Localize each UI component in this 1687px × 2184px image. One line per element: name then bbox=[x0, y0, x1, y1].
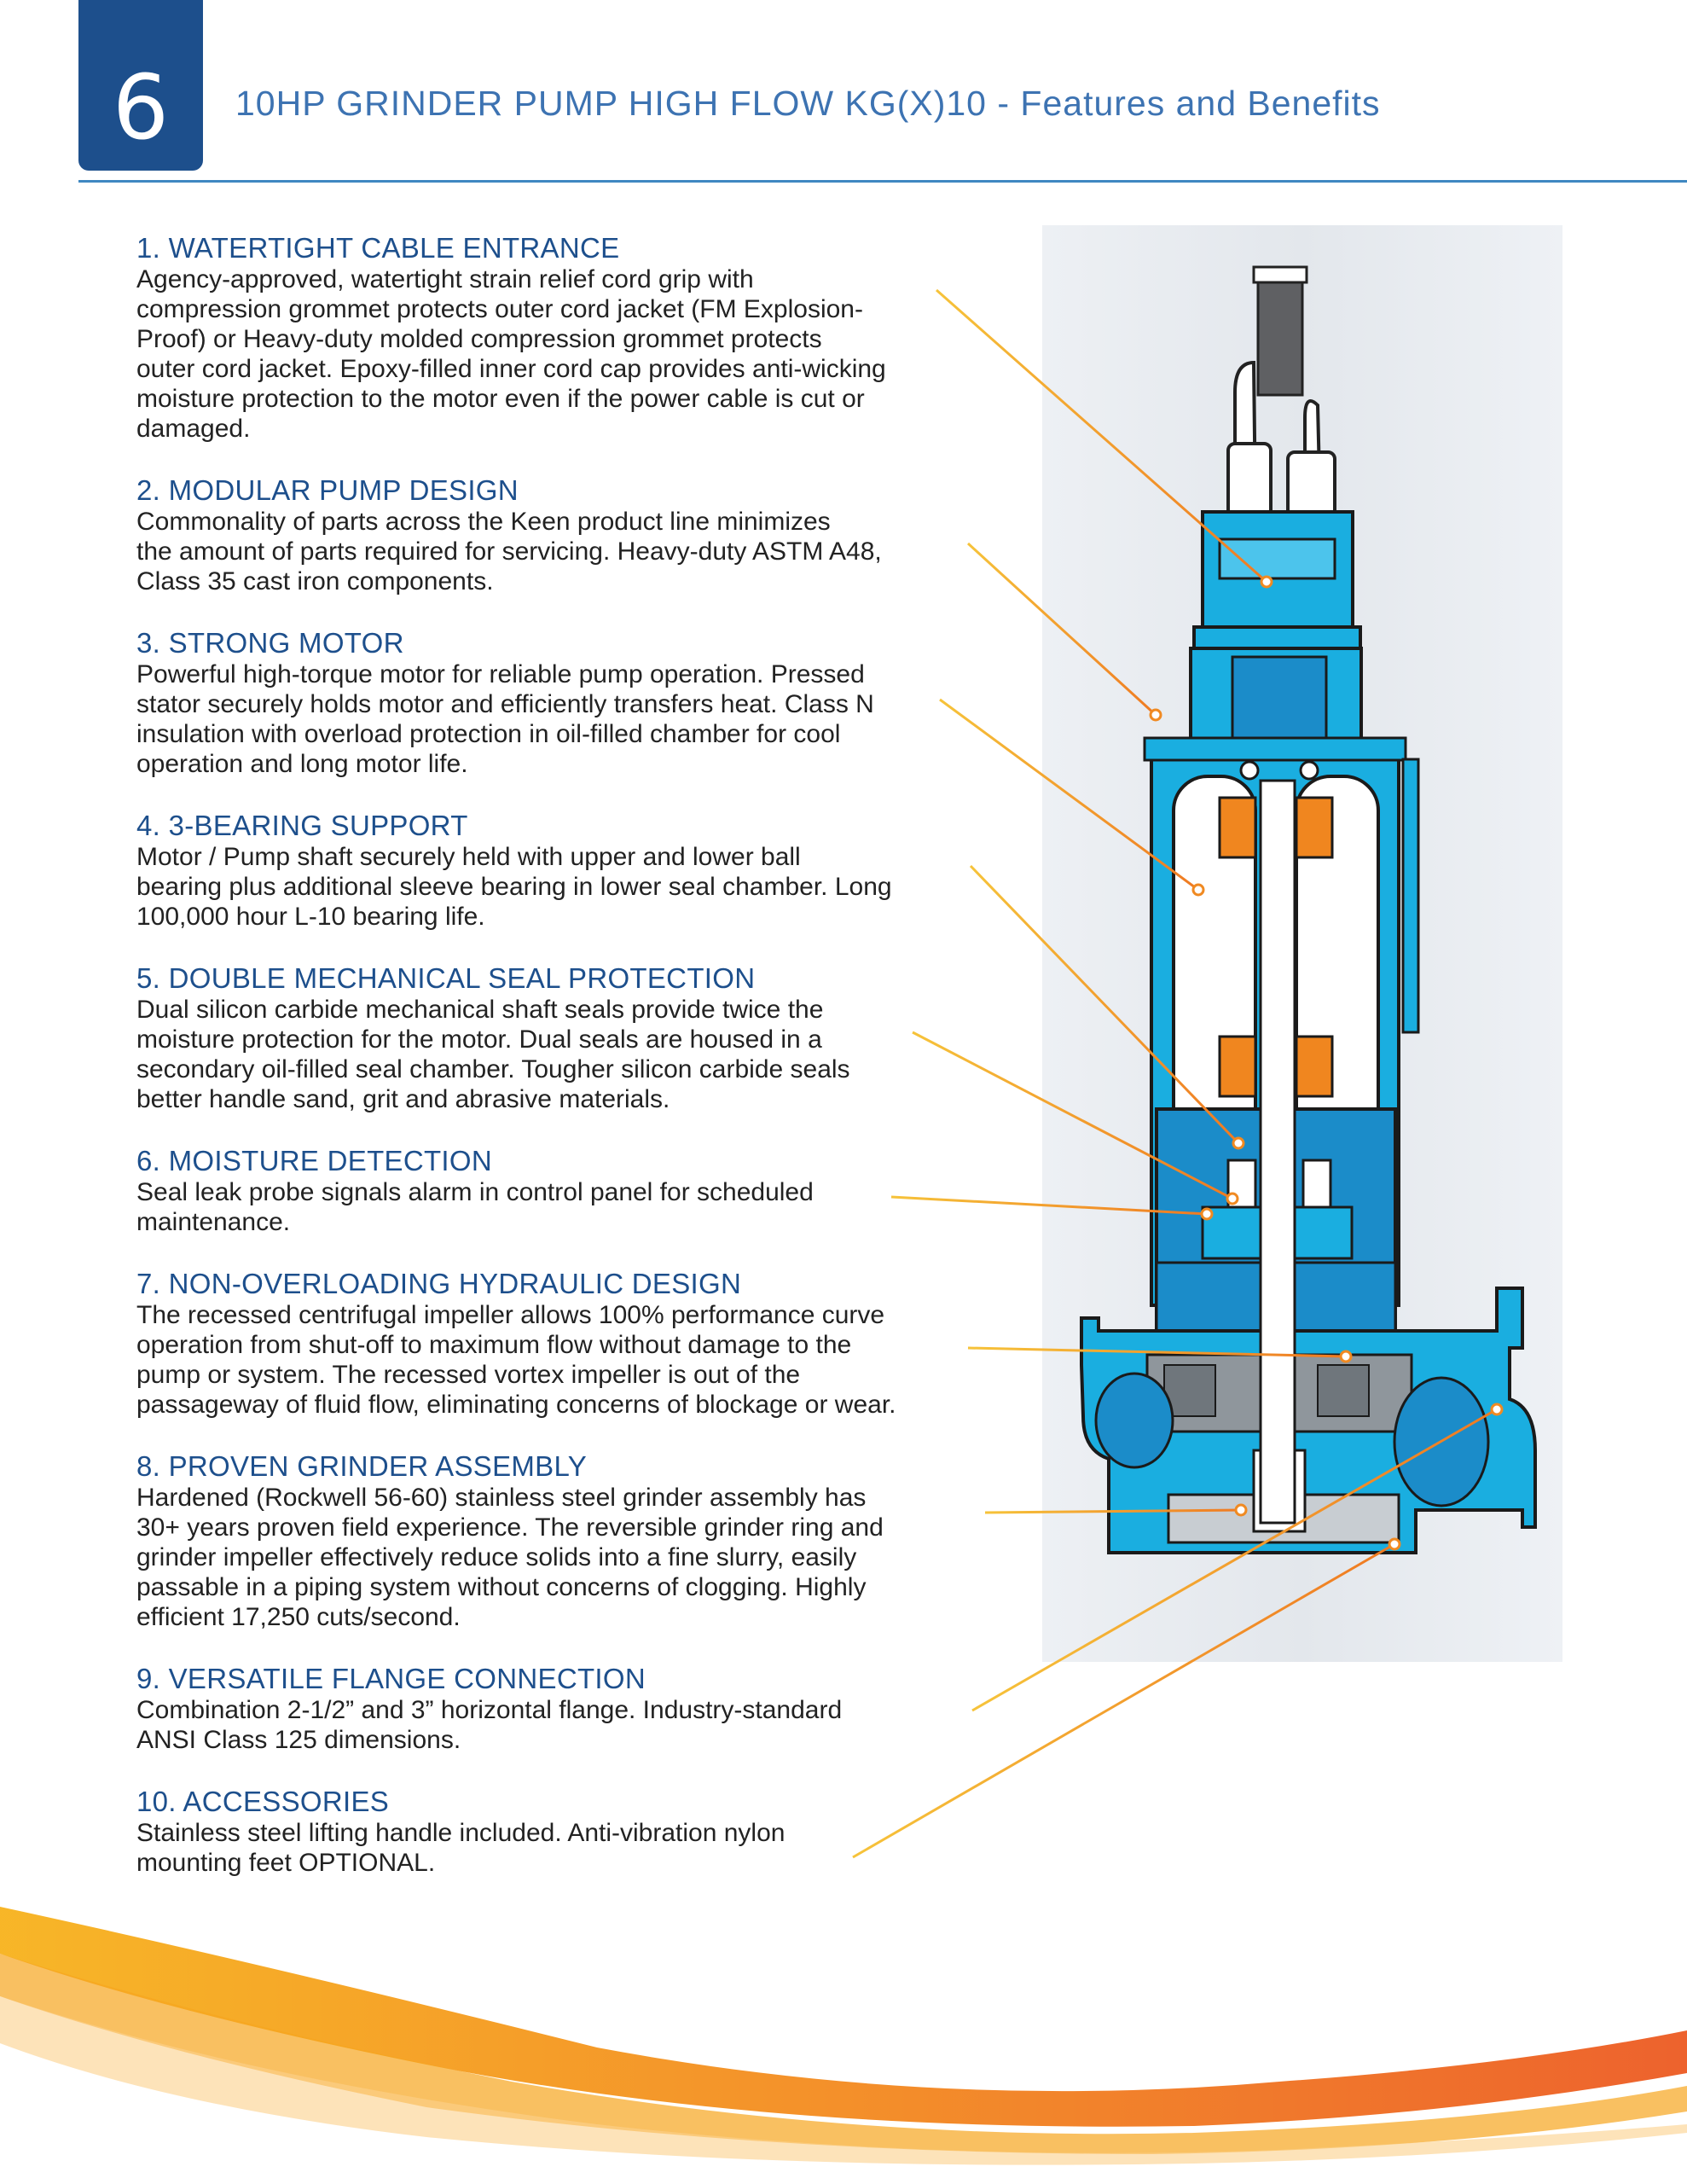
callout-dot bbox=[1341, 1351, 1351, 1362]
feature-heading: 1. WATERTIGHT CABLE ENTRANCE bbox=[136, 232, 620, 264]
feature-heading: 7. NON-OVERLOADING HYDRAULIC DESIGN bbox=[136, 1268, 742, 1299]
feature-description: Hardened (Rockwell 56-60) stainless steel grinder assembly has 30+ years proven field experience. The reversible grinder ring and grinder impeller effectively reduce solids into a fine slurry, easily passable in a piping system without concerns of clogging. Highly efficient 17,250 cuts/second. bbox=[136, 1484, 884, 1631]
callout-dot bbox=[1492, 1404, 1502, 1414]
leader-line-1 bbox=[936, 290, 1267, 582]
page-number: 6 bbox=[112, 55, 170, 160]
cable-entry-housing bbox=[1191, 512, 1361, 751]
feature-description: Agency-approved, watertight strain relief cord grip with compression grommet protects outer cord jacket (FM Explosion- Proof) or Heavy-duty molded compression grommet protects outer cord jacket. Epoxy-filled inner cord cap provides anti-wicking moisture protection to the motor even if the power cable is cut or damaged. bbox=[136, 265, 886, 443]
callout-dot bbox=[1202, 1209, 1212, 1219]
feature-heading: 2. MODULAR PUMP DESIGN bbox=[136, 474, 519, 506]
feature-description: Dual silicon carbide mechanical shaft seals provide twice the moisture protection for the motor. Dual seals are housed in a secondary oil-filled seal chamber. Tougher silicon carbide seals better handle sand, grit and abrasive materials. bbox=[136, 996, 850, 1113]
feature-description: Powerful high-torque motor for reliable pump operation. Pressed stator securely holds motor and efficiently transfers heat. Class N insulation with overload protection in oil-filled chamber for cool operation and long motor life. bbox=[136, 660, 874, 778]
feature-description: The recessed centrifugal impeller allows 100% performance curve operation from shut-off to maximum flow without damage to the pump or system. The recessed vortex impeller is out of the passageway of fluid flow, eliminating concerns of blockage or wear. bbox=[136, 1301, 896, 1419]
page-title: 10HP GRINDER PUMP HIGH FLOW KG(X)10 - Features and Benefits bbox=[235, 84, 1381, 123]
callout-dot bbox=[1236, 1505, 1246, 1515]
leader-line-2 bbox=[968, 543, 1156, 715]
feature-description: Commonality of parts across the Keen product line minimizes the amount of parts required for servicing. Heavy-duty ASTM A48, Class 35 cast iron components. bbox=[136, 508, 882, 595]
callout-dot bbox=[1233, 1138, 1244, 1148]
feature-heading: 9. VERSATILE FLANGE CONNECTION bbox=[136, 1663, 646, 1694]
feature-description: Stainless steel lifting handle included. Anti-vibration nylon mounting feet OPTIONAL. bbox=[136, 1819, 786, 1877]
footer-wave bbox=[0, 1907, 1687, 2165]
lifting-handle bbox=[1228, 267, 1335, 525]
callout-dot bbox=[1193, 885, 1203, 895]
feature-heading: 8. PROVEN GRINDER ASSEMBLY bbox=[136, 1450, 588, 1482]
leader-line-10 bbox=[853, 1544, 1394, 1857]
feature-description: Motor / Pump shaft securely held with upper and lower ball bearing plus additional sleeve bearing in lower seal chamber. Long 100,000 hour L-10 bearing life. bbox=[136, 843, 892, 931]
feature-heading: 10. ACCESSORIES bbox=[136, 1786, 390, 1817]
callout-dot bbox=[1151, 710, 1161, 720]
feature-description: Seal leak probe signals alarm in control panel for scheduled maintenance. bbox=[136, 1178, 814, 1236]
feature-heading: 6. MOISTURE DETECTION bbox=[136, 1145, 492, 1176]
pump-shaft bbox=[1261, 781, 1295, 1523]
callout-dot bbox=[1227, 1194, 1238, 1204]
feature-heading: 4. 3-BEARING SUPPORT bbox=[136, 810, 468, 841]
feature-heading: 5. DOUBLE MECHANICAL SEAL PROTECTION bbox=[136, 962, 756, 994]
callout-dot bbox=[1261, 577, 1272, 587]
feature-heading: 3. STRONG MOTOR bbox=[136, 627, 404, 659]
feature-description: Combination 2-1/2” and 3” horizontal flange. Industry-standard ANSI Class 125 dimensions. bbox=[136, 1696, 843, 1754]
callout-dot bbox=[1389, 1539, 1400, 1549]
